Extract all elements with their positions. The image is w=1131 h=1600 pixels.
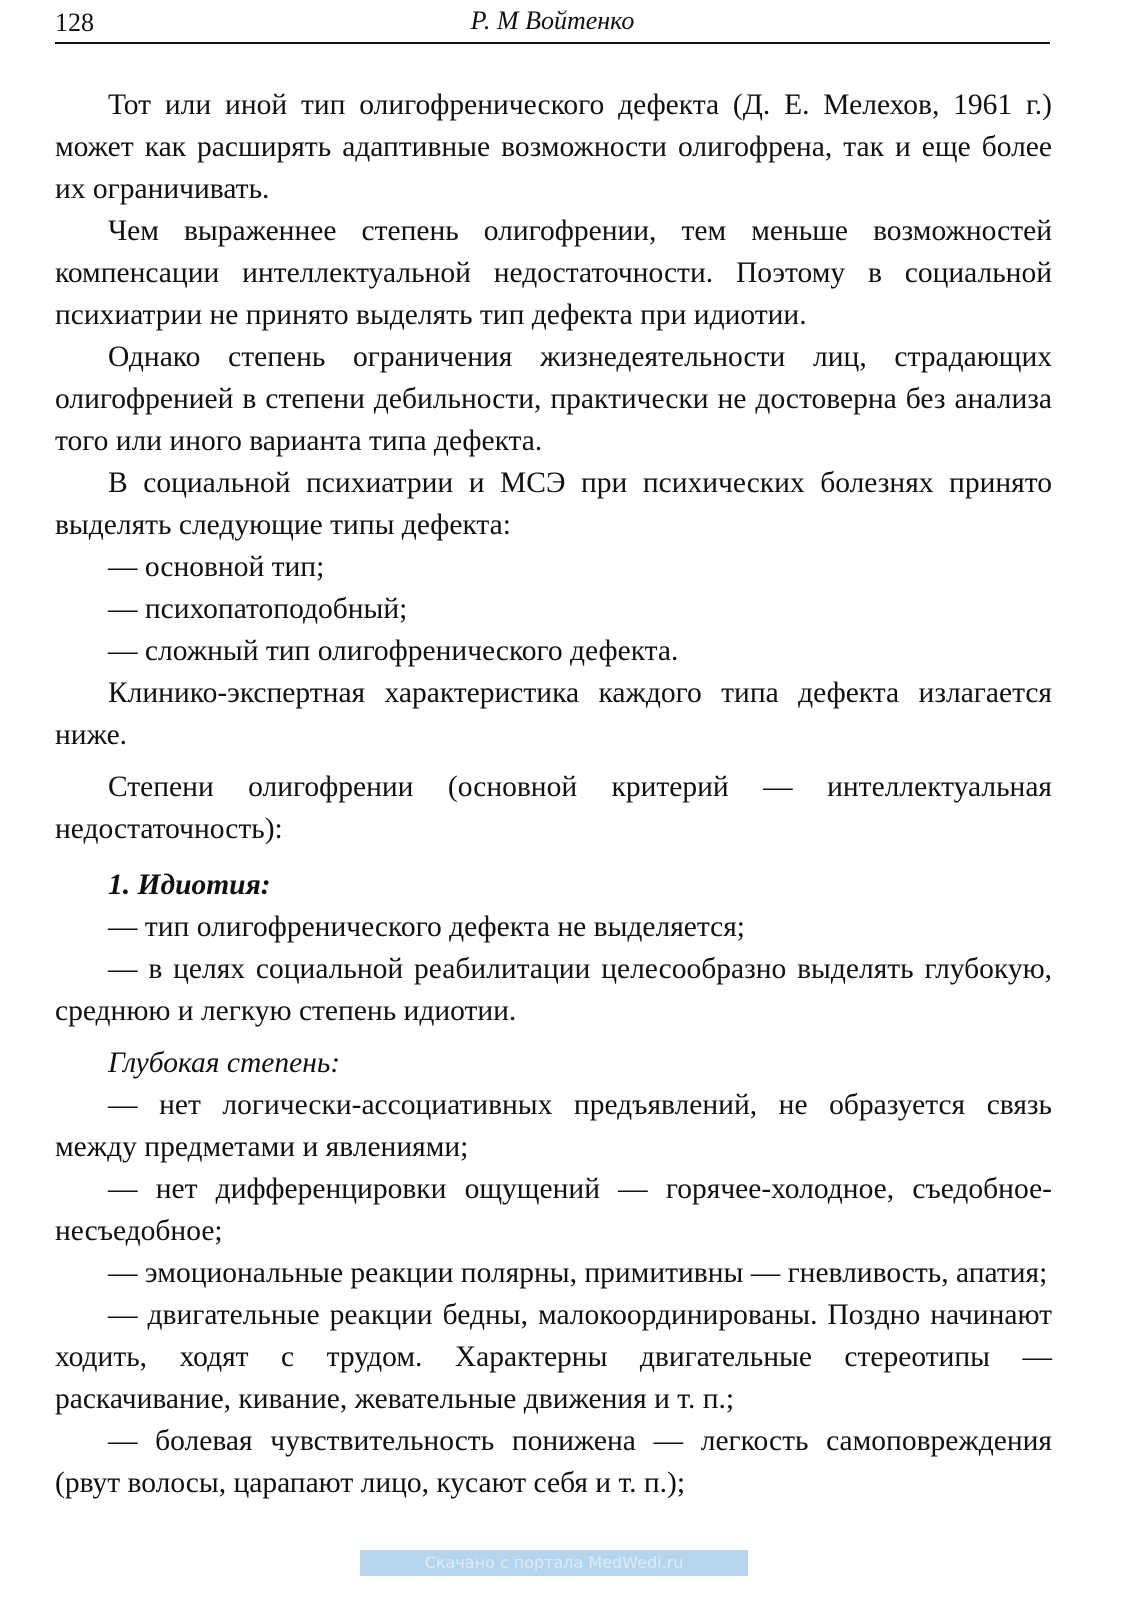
paragraph: Клинико-экспертная характеристика каждого типа дефекта излагается ниже. [55, 677, 1052, 751]
running-title: Р. М Войтенко [470, 6, 635, 35]
list-item: — сложный тип олигофренического дефекта. [108, 635, 679, 667]
list-item: — двигательные реакции бедны, малокоординированы. Поздно начинают ходить, ходят с трудом. Характерны двигательные стереотипы — раскачивание, кивание, жевательные движения и т. п.; [55, 1299, 1052, 1415]
page-header [55, 4, 1050, 42]
paragraph: В социальной психиатрии и МСЭ при психических болезнях принято выделять следующие типы дефекта: [55, 467, 1052, 541]
header-rule [55, 42, 1050, 44]
paragraph: Однако степень ограничения жизнедеятельности лиц, страдающих олигофренией в степени дебильности, практически не достоверна без анализа того или иного варианта типа дефекта. [55, 341, 1052, 457]
list-item: — тип олигофренического дефекта не выделяется; [108, 911, 746, 943]
page-number: 128 [55, 8, 94, 37]
paragraph: Степени олигофрении (основной критерий — интеллектуальная недостаточность): [55, 771, 1052, 845]
list-item: — нет логически-ассоциативных предъявлений, не образуется связь между предметами и явлениями; [55, 1089, 1052, 1163]
list-item: — в целях социальной реабилитации целесообразно выделять глубокую, среднюю и легкую степень идиотии. [55, 953, 1052, 1027]
section-heading: 1. Идиотия: [108, 869, 271, 901]
list-item: — психопатоподобный; [108, 593, 408, 625]
list-item: — основной тип; [108, 551, 325, 583]
watermark: Скачано с портала MedWedi.ru [360, 1550, 748, 1576]
page-body [55, 84, 1052, 1504]
subheading: Глубокая степень: [108, 1047, 341, 1079]
paragraph: Чем выраженнее степень олигофрении, тем меньше возможностей компенсации интеллектуальной недостаточности. Поэтому в социальной психиатрии не принято выделять тип дефекта при идиотии. [55, 215, 1052, 331]
list-item: — нет дифференцировки ощущений — горячее-холодное, съедобное-несъедобное; [55, 1173, 1052, 1247]
list-item: — болевая чувствительность понижена — легкость самоповреждения (рвут волосы, царапают лицо, кусают себя и т. п.); [55, 1425, 1052, 1499]
paragraph: Тот или иной тип олигофренического дефекта (Д. Е. Мелехов, 1961 г.) может как расширять адаптивные возможности олигофрена, так и еще более их ограничивать. [55, 89, 1052, 205]
list-item: — эмоциональные реакции полярны, примитивны — гневливость, апатия; [108, 1257, 1048, 1289]
